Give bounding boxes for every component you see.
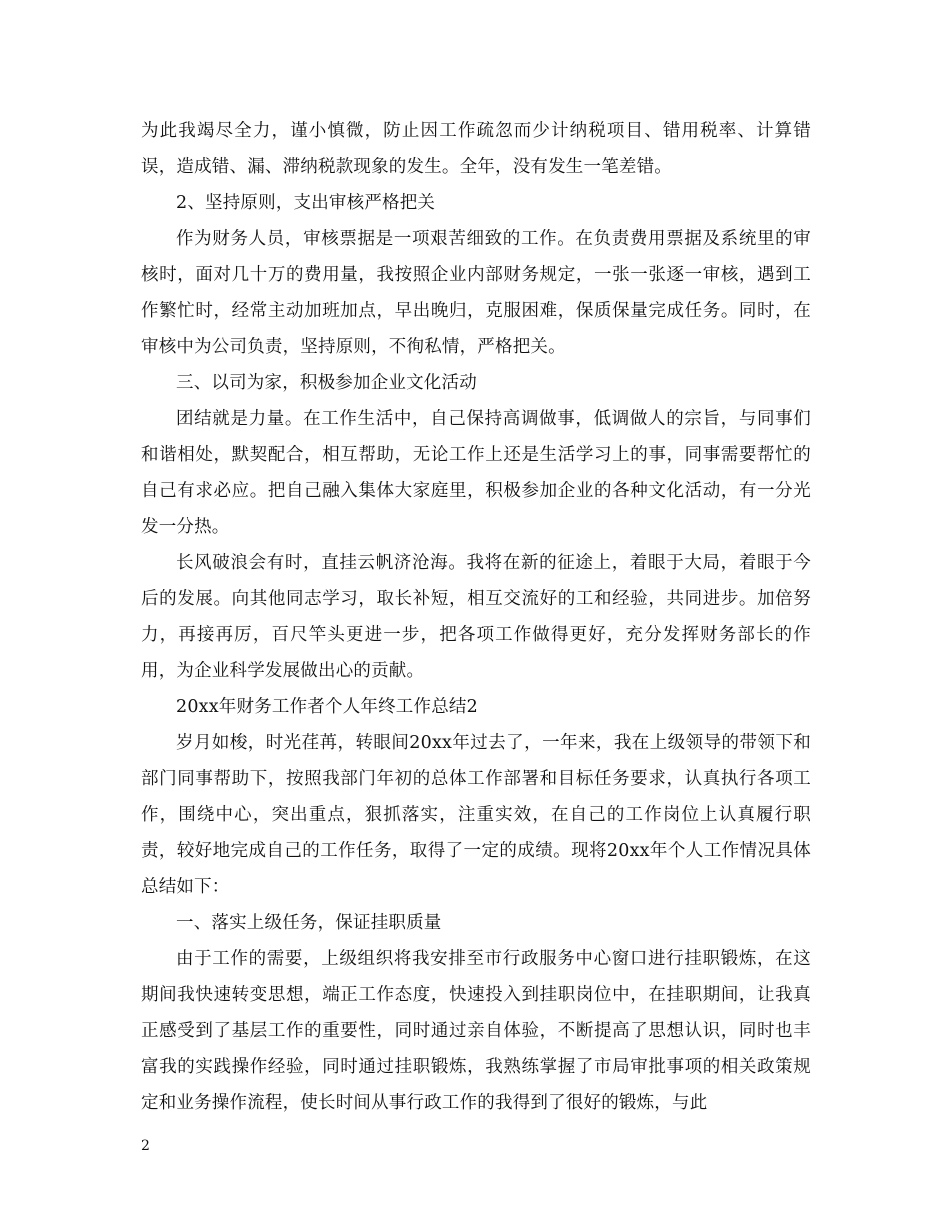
page-number: 2 [141, 1138, 150, 1154]
paragraph: 长风破浪会有时，直挂云帆济沧海。我将在新的征途上，着眼于大局，着眼于今后的发展。向其他同志学习，取长补短，相互交流好的工和经验，共同进步。加倍努力，再接再厉，百尺竿头更进一步，把各项工作做得更好，充分发挥财务部长的作用，为企业科学发展做出心的贡献。 [141, 553, 811, 681]
section-heading: 2、坚持原则，支出审核严格把关 [176, 193, 436, 213]
document-title: 20xx年财务工作者个人年终工作总结2 [176, 697, 478, 717]
document-body [141, 113, 811, 1121]
paragraph: 由于工作的需要，上级组织将我安排至市行政服务中心窗口进行挂职锻炼，在这期间我快速转变思想，端正工作态度，快速投入到挂职岗位中，在挂职期间，让我真正感受到了基层工作的重要性，同时通过亲自体验，不断提高了思想认识，同时也丰富我的实践操作经验，同时通过挂职锻炼，我熟练掌握了市局审批事项的相关政策规定和业务操作流程，使长时间从事行政工作的我得到了很好的锻炼，与此 [141, 949, 811, 1113]
paragraph: 岁月如梭，时光荏苒，转眼间20xx年过去了，一年来，我在上级领导的带领下和部门同事帮助下，按照我部门年初的总体工作部署和目标任务要求，认真执行各项工作，围绕中心，突出重点，狠抓落实，注重实效，在自己的工作岗位上认真履行职责，较好地完成自己的工作任务，取得了一定的成绩。现将20xx年个人工作情况具体总结如下： [141, 733, 811, 897]
paragraph: 作为财务人员，审核票据是一项艰苦细致的工作。在负责费用票据及系统里的审核时，面对几十万的费用量，我按照企业内部财务规定，一张一张逐一审核，遇到工作繁忙时，经常主动加班加点，早出晚归，克服困难，保质保量完成任务。同时，在审核中为公司负责，坚持原则，不徇私情，严格把关。 [141, 229, 811, 357]
paragraph: 为此我竭尽全力，谨小慎微，防止因工作疏忽而少计纳税项目、错用税率、计算错误，造成错、漏、滞纳税款现象的发生。全年，没有发生一笔差错。 [141, 121, 811, 177]
section-heading: 三、以司为家，积极参加企业文化活动 [176, 373, 477, 393]
section-heading: 一、落实上级任务，保证挂职质量 [176, 913, 442, 933]
paragraph: 团结就是力量。在工作生活中，自己保持高调做事，低调做人的宗旨，与同事们和谐相处，默契配合，相互帮助，无论工作上还是生活学习上的事，同事需要帮忙的自己有求必应。把自己融入集体大家庭里，积极参加企业的各种文化活动，有一分光发一分热。 [141, 409, 811, 537]
